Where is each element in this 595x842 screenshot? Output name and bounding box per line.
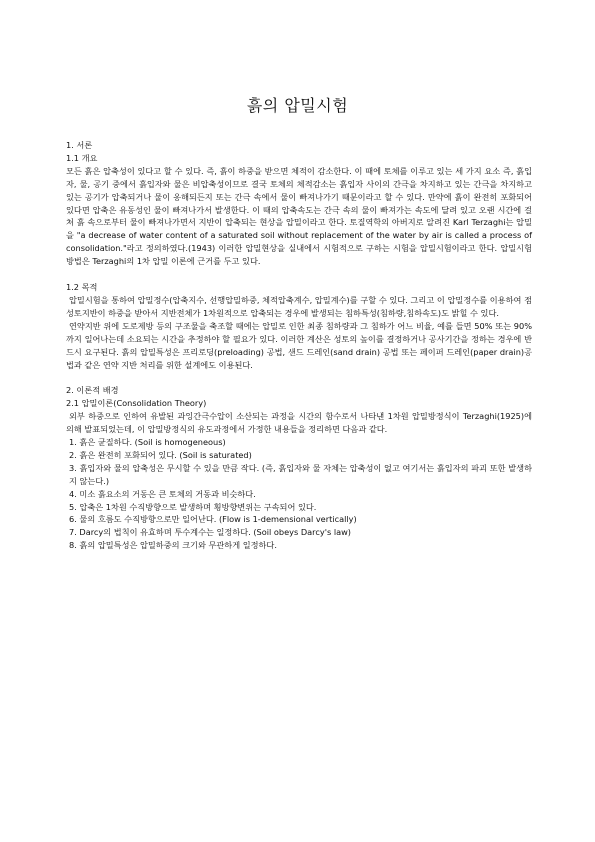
spacer <box>66 371 532 384</box>
list-item: 2. 흙은 완전히 포화되어 있다. (Soil is saturated) <box>69 449 252 460</box>
list-item: 5. 압축은 1차원 수직방향으로 발생하며 횡방향변위는 구속되어 있다. <box>69 501 317 512</box>
subsection-heading-overview: 1.1 개요 <box>66 152 98 163</box>
spacer <box>66 268 532 281</box>
purpose-paragraph-2: 연약지반 위에 도로제방 등의 구조물을 축조할 때에는 압밀로 인한 최종 침하량과 그 침하가 어느 비율, 예를 들면 50% 또는 90%까지 일어나는데 소요되는 시간을 추정하야 할 필요가 있다. 이러한 계산은 성토의 높이를 결정하거나 공사기간을 정하는 경우에 반드시 요구된다. 흙의 압밀특성은 프리로딩(preloading) 공법, 샌드 드레인(sand drain) 공법 또는 페이퍼 드레인(paper drain)공법과 같은 연약 지반 처리를 위한 설계에도 이용된다. <box>66 320 532 370</box>
list-item: 6. 물의 흐름도 수직방향으로만 일어난다. (Flow is 1-demensional vertically) <box>69 514 357 525</box>
purpose-paragraph-1: 압밀시험을 통하여 압밀정수(압축지수, 선행압밀하중, 체적압축계수, 압밀계수)를 구할 수 있다. 그리고 이 압밀정수를 이용하여 점성토지반이 하중을 받아서 지반전체가 1차원적으로 압축되는 경우에 발생되는 침하특성(침하량,침하속도)도 밝힐 수 있다. <box>66 294 532 318</box>
subsection-heading-consolidation-theory: 2.1 압밀이론(Consolidation Theory) <box>66 398 207 409</box>
list-item: 8. 흙의 압밀특성은 압밀하중의 크기와 무관하게 일정하다. <box>69 540 277 551</box>
list-item: 3. 흙입자와 물의 압축성은 무시할 수 있을 만큼 작다. (즉, 흙입자와 물 자체는 압축성이 없고 여기서는 흙입자의 파괴 또한 발생하지 않는다.) <box>69 462 532 486</box>
document-body <box>66 139 532 552</box>
assumption-list <box>66 436 532 552</box>
consolidation-theory-paragraph: 외부 하중으로 인하여 유발된 과잉간극수압이 소산되는 과정을 시간의 함수로서 나타낸 1차원 압밀방정식이 Terzaghi(1925)에 의해 발표되었는데, 이 압밀방정식의 유도과정에서 가정한 내용들을 정리하면 다음과 같다. <box>66 411 532 435</box>
section-heading-introduction: 1. 서론 <box>66 140 93 150</box>
list-item: 1. 흙은 균질하다. (Soil is homogeneous) <box>69 437 226 448</box>
document-title: 흙의 압밀시험 <box>246 96 349 115</box>
subsection-heading-purpose: 1.2 목적 <box>66 282 98 293</box>
list-item: 4. 미소 흙요소의 거동은 큰 토체의 거동과 비슷하다. <box>69 488 256 499</box>
section-heading-theory: 2. 이론적 배경 <box>66 385 119 396</box>
overview-paragraph: 모든 흙은 압축성이 있다고 할 수 있다. 즉, 흙이 하중을 받으면 체적이 감소한다. 이 때에 토체를 이루고 있는 세 가지 요소 즉, 흙입자, 물, 공기 중에서 흙입자와 물은 비압축성이므로 결국 토체의 체적감소는 흙입자 사이의 간극을 차지하고 있는 간극을 차지하고 있는 공기가 압축되거나 물이 옹해되든지 또는 간극 속에서 물이 빠져나가기 때문이라고 할 수 있다. 만약에 흙이 완전히 포화되어 있다면 압축은 유동성인 물이 빠져나가서 발생한다. 이 때의 압축속도는 간극 속의 물이 빠져가는 속도에 달려 있고 오랜 시간에 걸쳐 흙 속으로부터 물이 빠져나가면서 지반이 압축되는 현상을 압밀이라고 한다. 토질역학의 아버지로 알려진 Karl Terzaghi는 압밀을 "a decrease of water content of a saturated soil without replacement of the water by air is called a process of consolidation."라고 정의하였다.(1943) 이러한 압밀현상을 실내에서 시험적으로 구하는 시험을 압밀시험이라고 한다. 압밀시험 방법은 Terzaghi의 1차 압밀 이론에 근거를 두고 있다. <box>66 165 532 267</box>
list-item: 7. Darcy의 법칙이 유효하며 투수계수는 일정하다. (Soil obeys Darcy's law) <box>69 527 352 538</box>
